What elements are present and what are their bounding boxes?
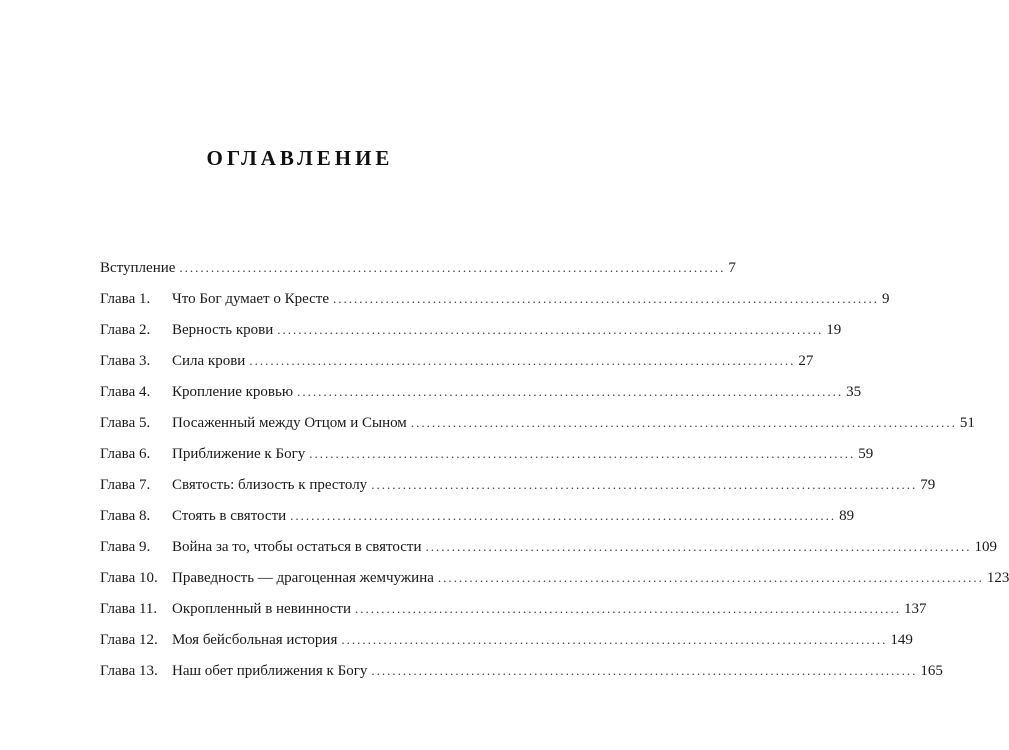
dot-leader [426, 531, 972, 562]
dot-leader [179, 252, 725, 283]
toc-row[interactable] [100, 376, 862, 407]
toc-row[interactable] [100, 531, 998, 562]
toc-row[interactable] [100, 438, 874, 469]
toc-page-number: 51 [959, 415, 975, 431]
dot-leader [341, 624, 887, 655]
dot-leader [355, 593, 901, 624]
toc-page-number: 35 [846, 384, 862, 400]
toc-page-number: 137 [904, 601, 927, 617]
toc-page-number: 59 [858, 446, 874, 462]
toc-row[interactable] [100, 624, 913, 655]
toc-entry-title: Стоять в святости [172, 508, 287, 524]
toc-entry-title: Праведность — драгоценная жемчужина [172, 570, 434, 586]
page-title: ОГЛАВЛЕНИЕ [206, 146, 394, 170]
toc-chapter-label: Глава 1. [100, 291, 151, 307]
toc-row[interactable] [100, 655, 943, 686]
dot-leader [309, 438, 855, 469]
toc-chapter-label: Глава 9. [100, 539, 151, 555]
toc-entry-title: Что Бог думает о Кресте [172, 291, 329, 307]
toc-page-number: 149 [890, 632, 913, 648]
toc-page-number: 9 [881, 291, 890, 307]
toc-page-number: 27 [798, 353, 814, 369]
toc-chapter-label: Глава 11. [100, 601, 158, 617]
toc-row[interactable] [100, 593, 927, 624]
toc-entry-title: Война за то, чтобы остаться в святости [172, 539, 422, 555]
toc-chapter-label: Глава 7. [100, 477, 151, 493]
toc-page-number: 89 [839, 508, 855, 524]
toc-chapter-label: Глава 6. [100, 446, 151, 462]
toc-chapter-label: Глава 5. [100, 415, 151, 431]
toc-page-number: 109 [974, 539, 998, 555]
dot-leader [277, 314, 823, 345]
toc-row[interactable] [100, 562, 1009, 593]
toc-entry-title: Святость: близость к престолу [172, 477, 368, 493]
toc-chapter-label: Глава 8. [100, 508, 151, 524]
toc-page-number: 165 [920, 663, 943, 679]
dot-leader [333, 283, 879, 314]
dot-leader [438, 562, 984, 593]
toc-entry-title: Вступление [100, 260, 176, 276]
toc-page-number: 7 [728, 260, 736, 276]
toc-entry-title: Кропление кровью [172, 384, 294, 400]
toc-row[interactable] [100, 407, 975, 438]
table-of-contents [100, 252, 1009, 686]
toc-page-number: 123 [986, 570, 1009, 586]
toc-row[interactable] [100, 283, 890, 314]
dot-leader [371, 469, 917, 500]
dot-leader [297, 376, 843, 407]
toc-row[interactable] [100, 314, 842, 345]
toc-chapter-label: Глава 3. [100, 353, 151, 369]
toc-entry-title: Приближение к Богу [172, 446, 306, 462]
dot-leader [411, 407, 957, 438]
toc-chapter-label: Глава 10. [100, 570, 158, 586]
toc-row[interactable] [100, 469, 936, 500]
toc-entry-title: Сила крови [172, 353, 246, 369]
toc-row[interactable] [100, 500, 855, 531]
toc-page-number: 19 [826, 322, 842, 338]
toc-chapter-label: Глава 12. [100, 632, 158, 648]
toc-chapter-label: Глава 13. [100, 663, 158, 679]
dot-leader [249, 345, 795, 376]
toc-row-intro[interactable] [100, 252, 736, 283]
toc-entry-title: Моя бейсбольная история [172, 632, 338, 648]
dot-leader [371, 655, 917, 686]
toc-entry-title: Окропленный в невинности [172, 601, 351, 617]
toc-entry-title: Посаженный между Отцом и Сыном [172, 415, 407, 431]
dot-leader [290, 500, 836, 531]
toc-entry-title: Верность крови [172, 322, 274, 338]
toc-row[interactable] [100, 345, 814, 376]
toc-page-number: 79 [920, 477, 936, 493]
toc-chapter-label: Глава 4. [100, 384, 151, 400]
toc-chapter-label: Глава 2. [100, 322, 151, 338]
toc-entry-title: Наш обет приближения к Богу [172, 663, 368, 679]
